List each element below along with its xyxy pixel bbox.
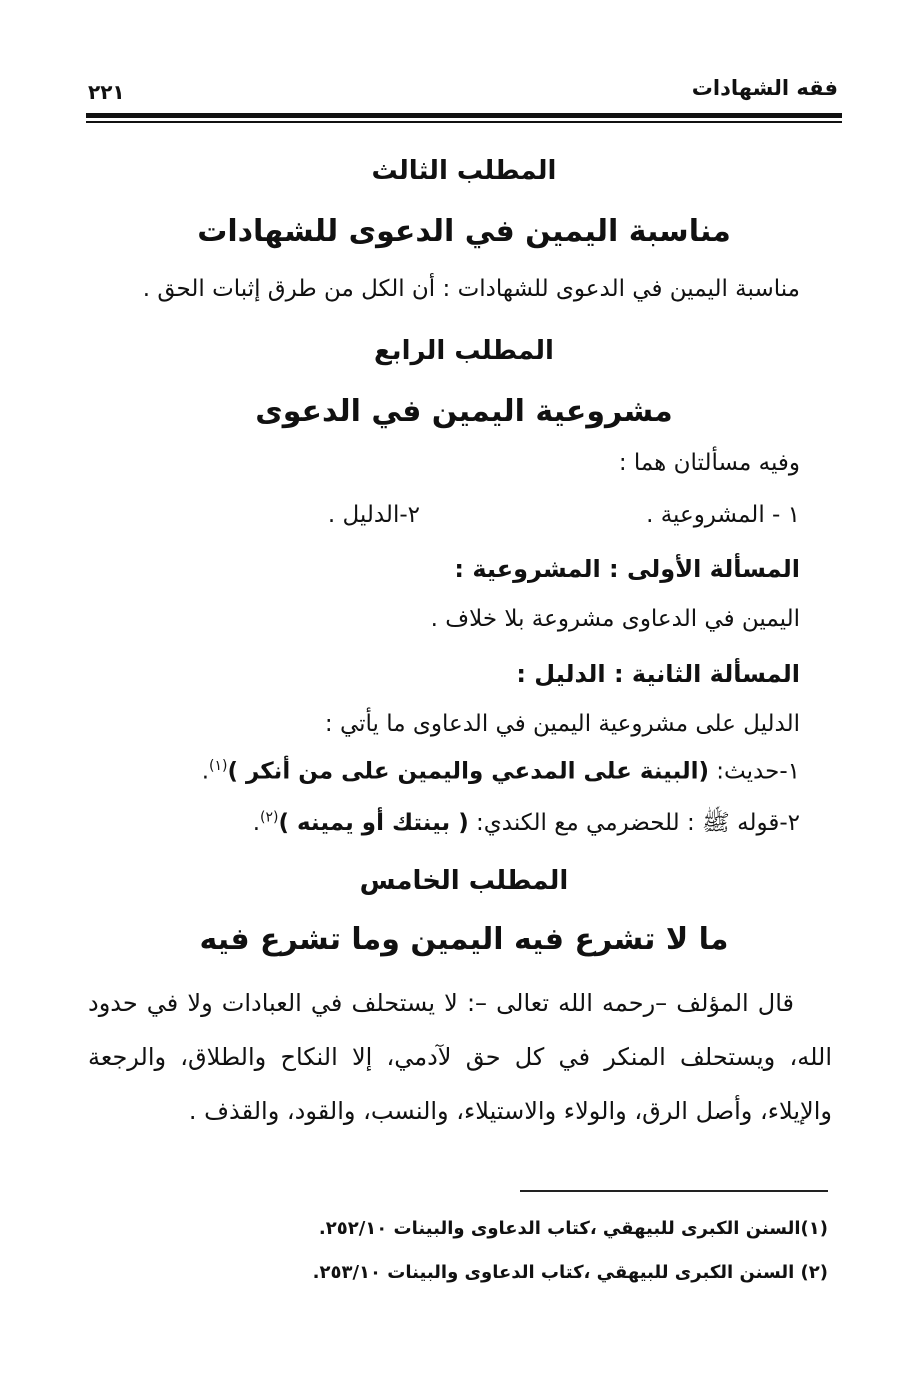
question-2-title: المسألة الثانية : الدليل :	[516, 660, 800, 688]
section-3-title: مناسبة اليمين في الدعوى للشهادات	[197, 214, 731, 249]
footnote-ref-2: (٢)	[260, 809, 279, 826]
question-item-1: ١ - المشروعية .	[646, 502, 800, 528]
footnote-ref-1: (١)	[209, 758, 228, 774]
author-paragraph: قال المؤلف –رحمه الله تعالى –: لا يستحلف في العبادات ولا في حدود الله، ويستحلف المنكر في كل حق لآدمي، إلا النكاح والطلاق، والرجعة والإيلاء، وأصل الرق، والولاء والاستيلاء، والنسب، والقود، والقذف .	[88, 989, 832, 1125]
question-1-title: المسألة الأولى : المشروعية :	[454, 555, 800, 583]
section-5-title: ما لا تشرع فيه اليمين وما تشرع فيه	[199, 922, 729, 957]
footnote-separator	[520, 1190, 828, 1192]
evidence-2-quote: ( بينتك أو يمينه )	[278, 810, 469, 836]
section-3-text: مناسبة اليمين في الدعوى للشهادات : أن الكل من طرق إثبات الحق .	[142, 276, 800, 302]
evidence-1: ١-حديث: (البينة على المدعي واليمين على من أنكر )$^{(١)}$.	[201, 758, 800, 785]
section-4-title: مشروعية اليمين في الدعوى	[255, 394, 673, 429]
evidence-1-prefix: ١-حديث:	[709, 758, 800, 785]
running-header-title: فقه الشهادات	[691, 76, 838, 100]
footnote-2: (٢) السنن الكبرى للبيهقي ،كتاب الدعاوى والبينات ٢٥٣/١٠.	[312, 1262, 828, 1283]
footnote-1: (١)السنن الكبرى للبيهقي ،كتاب الدعاوى والبينات ٢٥٢/١٠.	[318, 1218, 828, 1239]
question-1-text: اليمين في الدعاوى مشروعة بلا خلاف .	[430, 606, 800, 632]
evidence-2: ٢-قوله ﷺ : للحضرمي مع الكندي: ( بينتك أو يمينه )$^{(٢)}$.	[252, 809, 800, 836]
question-item-2: ٢-الدليل .	[327, 502, 420, 528]
header-rule-thick	[86, 113, 842, 118]
questions-intro: وفيه مسألتان هما :	[618, 450, 800, 476]
section-3-heading: المطلب الثالث	[371, 156, 557, 186]
evidence-2-prefix: ٢-قوله ﷺ : للحضرمي مع الكندي:	[468, 810, 800, 836]
section-5-heading: المطلب الخامس	[359, 866, 569, 896]
section-4-heading: المطلب الرابع	[374, 336, 554, 366]
header-rule-thin	[86, 121, 842, 123]
page-number: ٢٢١	[88, 80, 125, 104]
question-2-text: الدليل على مشروعية اليمين في الدعاوى ما يأتي :	[324, 711, 800, 737]
evidence-1-quote: (البينة على المدعي واليمين على من أنكر )	[227, 758, 709, 785]
